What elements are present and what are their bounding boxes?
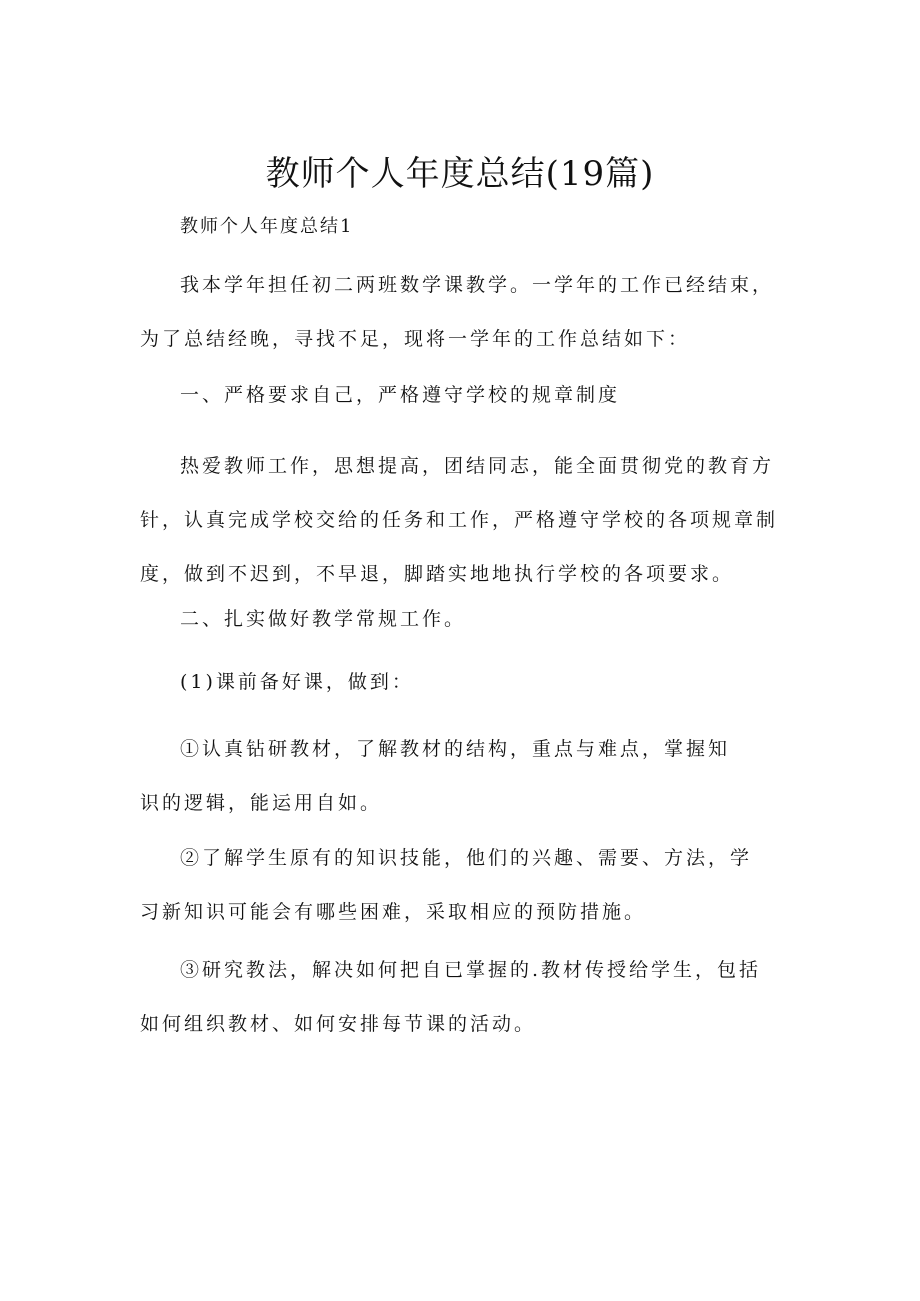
- paragraph-subheading-1: (1)课前备好课，做到：: [180, 671, 414, 693]
- document-title: 教师个人年度总结(19篇): [265, 154, 655, 194]
- paragraph-item-2: ②了解学生原有的知识技能，他们的兴趣、需要、方法，学习新知识可能会有哪些困难，采取相应的预防措施。: [140, 847, 753, 923]
- paragraph-heading-2: 二、扎实做好教学常规工作。: [180, 608, 467, 630]
- paragraph-intro: 我本学年担任初二两班数学课教学。一学年的工作已经结束，为了总结经晚，寻找不足，现将一学年的工作总结如下：: [140, 274, 775, 350]
- paragraph-item-1: ①认真钻研教材，了解教材的结构，重点与难点，掌握知识的逻辑，能运用自如。: [140, 738, 731, 814]
- paragraph-heading-1: 一、严格要求自己，严格遵守学校的规章制度: [180, 384, 621, 406]
- paragraph-body-1: 热爱教师工作，思想提高，团结同志，能全面贯彻党的教育方针，认真完成学校交给的任务和工作，严格遵守学校的各项规章制度，做到不迟到，不早退，脚踏实地地执行学校的各项要求。: [140, 455, 779, 585]
- section-subheading: 教师个人年度总结1: [180, 216, 354, 237]
- paragraph-item-3: ③研究教法，解决如何把自已掌握的.教材传授给学生，包括如何组织教材、如何安排每节课的活动。: [140, 959, 762, 1035]
